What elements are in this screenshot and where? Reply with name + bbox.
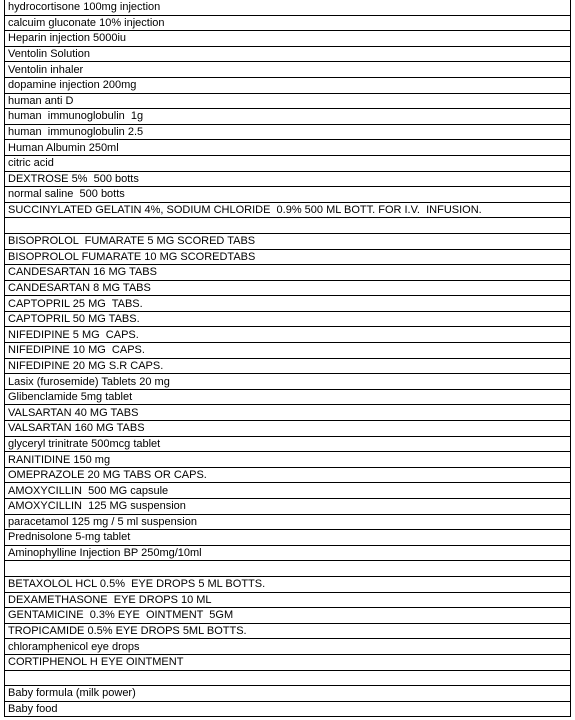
table-row (5, 77, 571, 93)
medicine-name-cell: Baby food (5, 701, 571, 717)
medicine-name-cell: human immunoglobulin 1g (5, 109, 571, 125)
table-row (5, 155, 571, 171)
medicine-name-cell: OMEPRAZOLE 20 MG TABS OR CAPS. (5, 467, 571, 483)
medicine-name-cell (5, 561, 571, 577)
medicine-name-cell: NIFEDIPINE 10 MG CAPS. (5, 343, 571, 359)
table-row (5, 545, 571, 561)
table-row (5, 46, 571, 62)
table-row (5, 686, 571, 702)
medicine-name-cell: NIFEDIPINE 20 MG S.R CAPS. (5, 358, 571, 374)
medicine-name-cell: AMOXYCILLIN 500 MG capsule (5, 483, 571, 499)
table-row (5, 483, 571, 499)
medicine-name-cell: DEXAMETHASONE EYE DROPS 10 ML (5, 592, 571, 608)
medicine-name-cell (5, 218, 571, 234)
medicine-name-cell: Ventolin inhaler (5, 62, 571, 78)
medicine-name-cell: BISOPROLOL FUMARATE 10 MG SCOREDTABS (5, 249, 571, 265)
table-row (5, 608, 571, 624)
medicine-name-cell: calcuim gluconate 10% injection (5, 15, 571, 31)
table-row (5, 592, 571, 608)
table-row (5, 202, 571, 218)
table-row (5, 311, 571, 327)
medicine-name-cell: BISOPROLOL FUMARATE 5 MG SCORED TABS (5, 233, 571, 249)
table-row (5, 265, 571, 281)
medicine-name-cell: glyceryl trinitrate 500mcg tablet (5, 436, 571, 452)
medicine-name-cell: VALSARTAN 40 MG TABS (5, 405, 571, 421)
medicine-name-cell: CAPTOPRIL 50 MG TABS. (5, 311, 571, 327)
table-row (5, 499, 571, 515)
table-row (5, 327, 571, 343)
table-row (5, 93, 571, 109)
medicine-name-cell: RANITIDINE 150 mg (5, 452, 571, 468)
table-row (5, 576, 571, 592)
table-row (5, 514, 571, 530)
medicine-name-cell: DEXTROSE 5% 500 botts (5, 171, 571, 187)
medicine-name-cell: normal saline 500 botts (5, 187, 571, 203)
table-row (5, 623, 571, 639)
medicine-name-cell: chloramphenicol eye drops (5, 639, 571, 655)
medicine-name-cell: Baby formula (milk power) (5, 686, 571, 702)
blank-row (5, 561, 571, 577)
table-row (5, 421, 571, 437)
table-row (5, 436, 571, 452)
medicine-name-cell (5, 670, 571, 686)
medicine-name-cell: Human Albumin 250ml (5, 140, 571, 156)
table-row (5, 639, 571, 655)
medicine-name-cell: citric acid (5, 155, 571, 171)
table-row (5, 249, 571, 265)
medicine-name-cell: CAPTOPRIL 25 MG TABS. (5, 296, 571, 312)
blank-row (5, 670, 571, 686)
table-row (5, 405, 571, 421)
table-row (5, 0, 571, 15)
medicine-list-table (4, 0, 571, 717)
table-row (5, 343, 571, 359)
medicine-name-cell: human anti D (5, 93, 571, 109)
medicine-name-cell: Glibenclamide 5mg tablet (5, 389, 571, 405)
medicine-name-cell: human immunoglobulin 2.5 (5, 124, 571, 140)
medicine-name-cell: Prednisolone 5-mg tablet (5, 530, 571, 546)
table-row (5, 31, 571, 47)
medicine-name-cell: TROPICAMIDE 0.5% EYE DROPS 5ML BOTTS. (5, 623, 571, 639)
table-row (5, 358, 571, 374)
table-row (5, 701, 571, 717)
table-row (5, 374, 571, 390)
medicine-name-cell: Aminophylline Injection BP 250mg/10ml (5, 545, 571, 561)
table-row (5, 124, 571, 140)
table-row (5, 233, 571, 249)
table-row (5, 109, 571, 125)
table-row (5, 467, 571, 483)
medicine-name-cell: paracetamol 125 mg / 5 ml suspension (5, 514, 571, 530)
table-row (5, 389, 571, 405)
table-row (5, 296, 571, 312)
table-row (5, 654, 571, 670)
medicine-name-cell: CANDESARTAN 8 MG TABS (5, 280, 571, 296)
table-row (5, 187, 571, 203)
medicine-list-body (5, 0, 571, 717)
medicine-name-cell: Lasix (furosemide) Tablets 20 mg (5, 374, 571, 390)
medicine-name-cell: dopamine injection 200mg (5, 77, 571, 93)
medicine-name-cell: AMOXYCILLIN 125 MG suspension (5, 499, 571, 515)
medicine-name-cell: Heparin injection 5000iu (5, 31, 571, 47)
medicine-name-cell: hydrocortisone 100mg injection (5, 0, 571, 15)
table-row (5, 452, 571, 468)
table-row (5, 171, 571, 187)
medicine-name-cell: Ventolin Solution (5, 46, 571, 62)
blank-row (5, 218, 571, 234)
medicine-name-cell: NIFEDIPINE 5 MG CAPS. (5, 327, 571, 343)
table-row (5, 15, 571, 31)
table-row (5, 530, 571, 546)
medicine-name-cell: SUCCINYLATED GELATIN 4%, SODIUM CHLORIDE 0.9% 500 ML BOTT. FOR I.V. INFUSION. (5, 202, 571, 218)
table-row (5, 280, 571, 296)
table-row (5, 62, 571, 78)
medicine-name-cell: GENTAMICINE 0.3% EYE OINTMENT 5GM (5, 608, 571, 624)
medicine-name-cell: BETAXOLOL HCL 0.5% EYE DROPS 5 ML BOTTS. (5, 576, 571, 592)
medicine-name-cell: CANDESARTAN 16 MG TABS (5, 265, 571, 281)
table-row (5, 140, 571, 156)
medicine-name-cell: VALSARTAN 160 MG TABS (5, 421, 571, 437)
medicine-name-cell: CORTIPHENOL H EYE OINTMENT (5, 654, 571, 670)
